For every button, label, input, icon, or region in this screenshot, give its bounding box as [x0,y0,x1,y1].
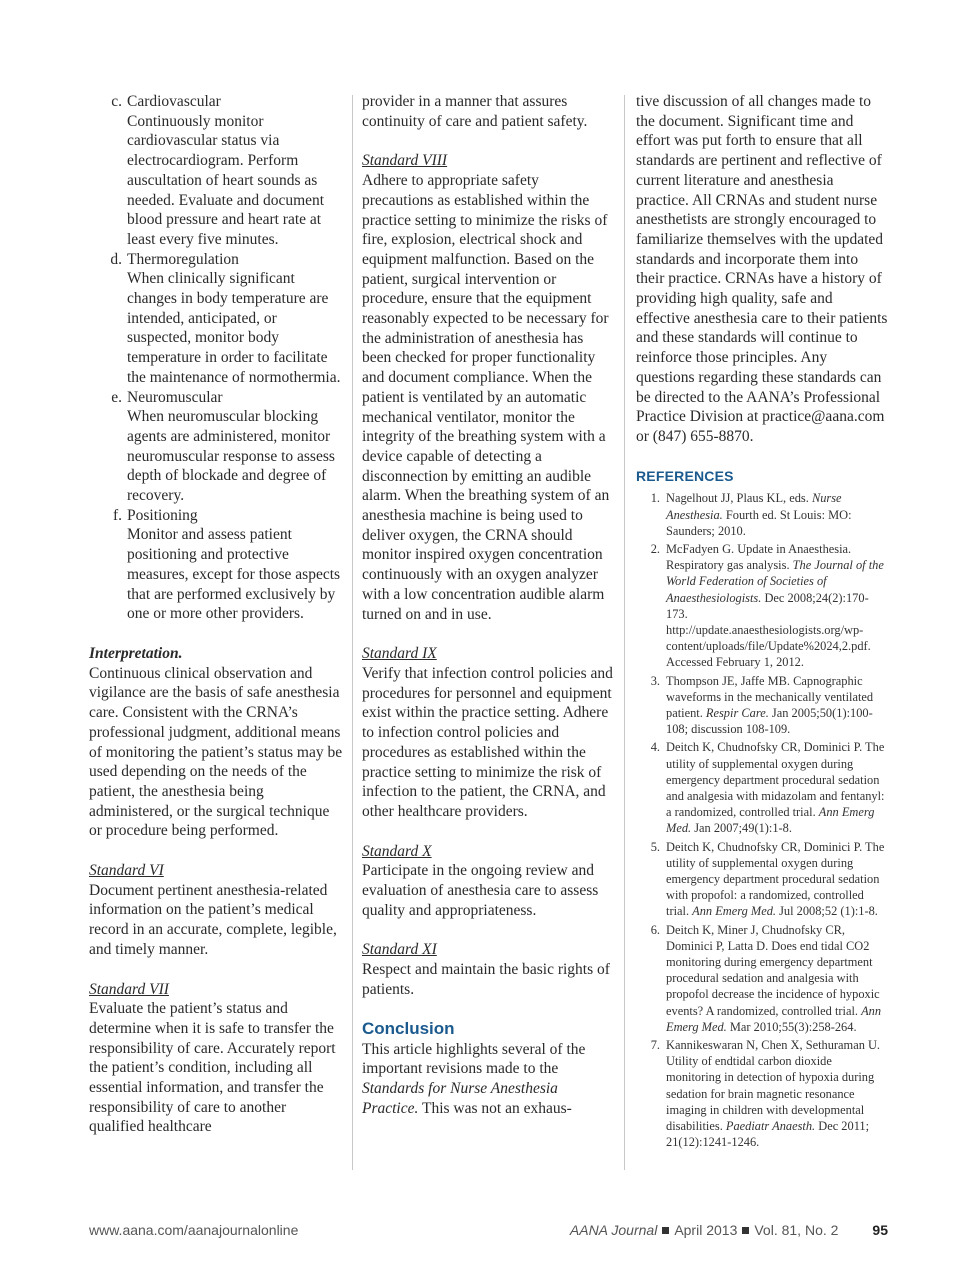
list-item-body [127,250,344,388]
reference-details: Mar 2010;55(3):258-264. [726,1019,857,1034]
conclusion-continued: tive discussion of all changes made to the document. Significant time and effort was put forth to ensure that all standards are pertinent and reflective of current literature and anesthesia practice. All CRNAs and student nurse anesthetists are strongly encouraged to familiarize themselves with the updated standards and incorporate them into their practice. CRNAs have a history of providing high quality, safe and effective anesthesia care to their patients and these standards will continue to reinforce those principles. Any questions regarding these standards can be directed to the AANA’s Professional Practice Division at practice@aana.com or (847) 655-8870. [636,93,888,445]
reference-details: Dec 2011; 21(12):1241-1246. [666,1119,870,1150]
conclusion-text-end: This was not an exhaus- [418,1099,572,1117]
page-number: 95 [872,1222,888,1238]
list-item-text: Continuously monitor cardiovascular status via electrocardiogram. Perform auscultation of heart sounds as needed. Evaluate and document blood pressure and heart rate at least every five minutes. [127,112,325,248]
list-item-body [127,92,344,250]
reference-authors-title: Deitch K, Chudnofsky CR, Dominici P. The utility of supplemental oxygen during emergency department procedural sedation and analgesia with midazolam and fentanyl: a randomized, controlled trial. [666,740,885,820]
interpretation-heading: Interpretation. [89,644,183,662]
standard-xi-text: Respect and maintain the basic rights of patients. [362,961,610,998]
reference-journal: Ann Emerg Med. [666,805,875,836]
list-item-text: Monitor and assess patient positioning and protective measures, except for those aspects that are performed exclusively by one or more other providers. [127,526,341,623]
journal-name: AANA Journal [569,1222,658,1238]
standard-x-heading: Standard X [362,842,432,860]
reference-item [636,839,888,920]
reference-authors-title: McFadyen G. Update in Anaesthesia. Respiratory gas analysis. [666,541,852,573]
reference-text [666,490,888,539]
reference-number: 7. [650,1038,660,1053]
issue-date: April 2013 [674,1222,738,1238]
references-list [636,490,888,1150]
list-item-body [127,506,344,624]
reference-authors-title: Deitch K, Chudnofsky CR, Dominici P. The utility of supplemental oxygen during emergency department procedural sedation with propofol: a randomized, controlled trial. [666,839,885,919]
monitoring-list [89,92,344,624]
reference-details: Dec 2008;24(2):170-173. http://update.anaesthesiologists.org/wp-content/uploads/file/Update%2024,2.pdf. Accessed February 1, 2012. [666,590,871,670]
standard-xi-heading: Standard XI [362,941,437,959]
list-item [89,92,344,250]
standard-vi-text: Document pertinent anesthesia-related information on the patient’s medical record in an accurate, complete, legible, and timely manner. [89,881,337,958]
reference-journal: Ann Emerg Med. [692,904,776,919]
reference-authors-title: Kannikeswaran N, Chen X, Sethuraman U. Utility of endtidal carbon dioxide monitoring in detection of hypoxia during sedation for brain magnetic resonance imaging in children with developmental disabilities. [666,1038,881,1134]
reference-number: 4. [650,740,660,755]
list-item [89,506,344,624]
reference-item [636,739,888,836]
list-item-title: Thermoregulation [127,250,239,268]
conclusion-heading: Conclusion [362,1018,455,1038]
list-item-title: Neuromuscular [127,388,223,406]
column-rule-2 [624,95,625,1170]
list-item [89,388,344,506]
reference-number: 2. [650,541,660,556]
reference-number: 1. [650,491,660,506]
column-rule-1 [352,95,353,1170]
reference-journal: Respir Care. [705,706,769,720]
square-bullet-icon [742,1227,749,1234]
column-1 [89,92,344,1137]
list-item [89,250,344,388]
column-2 [362,92,614,1118]
reference-text [666,541,888,671]
reference-text [666,1037,888,1150]
reference-authors-title: Nagelhout JJ, Plaus KL, eds. [666,491,812,506]
reference-item [636,673,888,738]
standard-viii-heading: Standard VIII [362,152,448,170]
list-item-title: Positioning [127,506,198,524]
standard-ix-text: Verify that infection control policies and procedures for personnel and equipment exist within the practice setting. Adhere to infection control policies and procedures as established within the practice setting to minimize the risk of infection to the patient, the CRNA, and other healthcare providers. [362,664,613,820]
footer-url: www.aana.com/aanajournalonline [89,1222,299,1238]
list-item-letter: e. [111,388,122,406]
reference-item [636,541,888,671]
standard-vi-heading: Standard VI [89,862,164,880]
conclusion-text [362,1040,614,1119]
reference-journal: The Journal of the World Federation of Societies of Anaesthesiologists. [666,558,884,605]
list-item-letter: f. [112,506,122,524]
reference-details: Fourth ed. St Louis: MO: Saunders; 2010. [666,507,852,538]
footer-citation [570,1222,888,1238]
standard-viii-text: Adhere to appropriate safety precautions as established within the practice setting to minimize the risks of fire, explosion, electrical shock and equipment malfunction. Based on the patient, surgical intervention or procedure, ensure that the equipment reasonably expected to be necessary for the administration of anesthesia has been checked for proper functionality and document compliance. When the patient is ventilated by an automatic mechanical ventilator, monitor the integrity of the breathing system with a device capable of detecting a disconnection by emitting an audible alarm. When the breathing system of an anesthesia machine is being used to deliver oxygen, the CRNA should monitor inspired oxygen concentration continuously with an oxygen analyzer with a low concentration audible alarm turned on and in use. [362,172,610,623]
column-3 [636,92,888,1152]
reference-number: 5. [650,839,660,854]
standard-vii-heading: Standard VII [89,980,169,998]
standard-ix-heading: Standard IX [362,645,437,663]
list-item-letter: c. [111,93,122,110]
standard-vii-continued: provider in a manner that assures continuity of care and patient safety. [362,93,588,130]
reference-text [666,739,888,836]
standards-title: Standards for Nurse Anesthesia Practice. [362,1079,558,1117]
list-item-letter: d. [110,250,122,268]
standard-vii-text: Evaluate the patient’s status and determine when it is safe to transfer the responsibility of care. Accurately report the patient’s condition, including all essential information, and transfer the responsibility of care to another qualified healthcare [89,1000,336,1136]
standard-x-text: Participate in the ongoing review and evaluation of anesthesia care to assess quality and appropriateness. [362,862,599,919]
reference-details: Jan 2007;49(1):1-8. [691,821,792,836]
list-item-title: Cardiovascular [127,93,221,110]
reference-journal: Ann Emerg Med. [666,1003,882,1034]
list-item-body [127,388,344,506]
conclusion-text-start: This article highlights several of the important revisions made to the [362,1040,586,1078]
reference-authors-title: Thompson JE, Jaffe MB. Capnographic waveforms in the mechanically ventilated patient. [666,673,874,720]
reference-details: Jul 2008;52 (1):1-8. [776,904,878,919]
interpretation-text: Continuous clinical observation and vigilance are the basis of safe anesthesia care. Consistent with the CRNA’s professional judgment, additional means of monitoring the patient’s status may be used depending on the needs of the patient, the anesthesia being administered, or the surgical technique or procedure being performed. [89,664,343,840]
list-item-text: When neuromuscular blocking agents are administered, monitor neuromuscular response to assess depth of blockade and degree of recovery. [127,408,335,505]
volume-number: Vol. 81, No. 2 [754,1222,839,1238]
reference-journal: Paediatr Anaesth. [725,1119,816,1134]
reference-text [666,839,888,920]
list-item-text: When clinically significant changes in body temperature are intended, anticipated, or suspected, monitor body temperature in order to facilitate the maintenance of normothermia. [127,270,341,386]
reference-details: Jan 2005;50(1):100-108; discussion 108-109. [666,706,873,737]
square-bullet-icon [662,1227,669,1234]
reference-item [636,1037,888,1150]
references-heading: REFERENCES [636,467,734,484]
reference-number: 6. [650,922,660,937]
reference-number: 3. [650,673,660,688]
reference-text [666,673,888,738]
reference-item [636,490,888,539]
reference-journal: Nurse Anesthesia. [666,491,842,522]
reference-item [636,922,888,1035]
reference-text [666,922,888,1035]
reference-authors-title: Deitch K, Miner J, Chudnofsky CR, Dominici P, Latta D. Does end tidal CO2 monitoring during emergency department procedural sedation and analgesia with propofol decrease the incidence of hypoxic events? A randomized, controlled trial. [666,922,880,1018]
